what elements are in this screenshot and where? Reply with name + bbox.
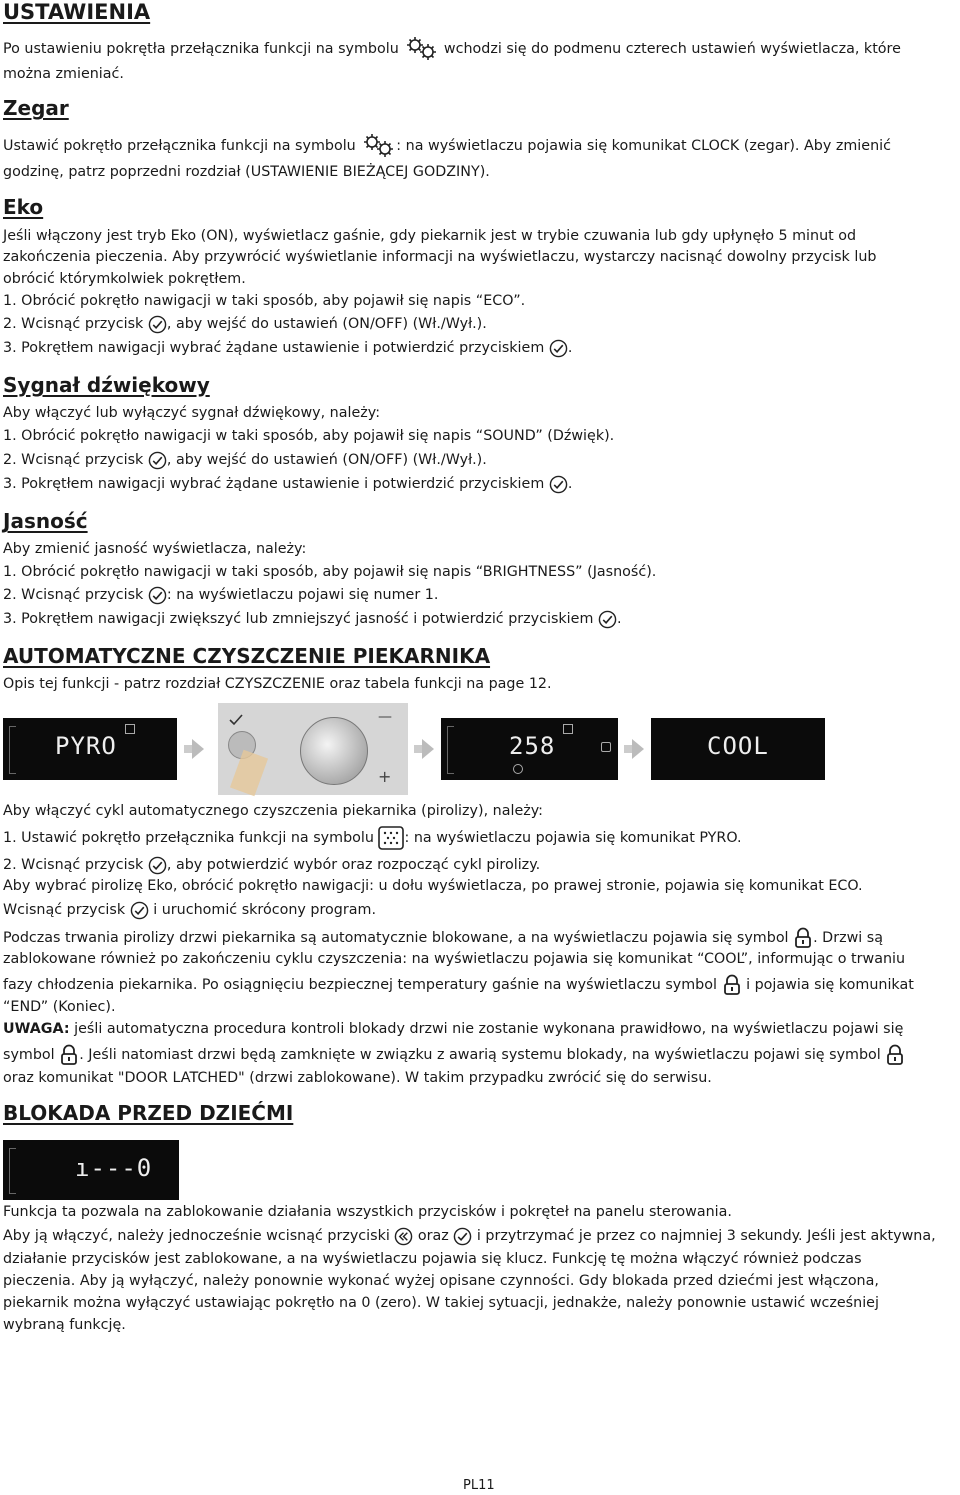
knob-photo	[218, 703, 408, 795]
autoclean-step1	[3, 826, 742, 850]
sound-p1: Aby włączyć lub wyłączyć sygnał dźwiękowy, należy:	[3, 405, 381, 421]
arrow-right-icon	[422, 739, 434, 759]
eco-p1: Jeśli włączony jest tryb Eko (ON), wyświetlacz gaśnie, gdy piekarnik jest w trybie czuwania lub gdy upłynęło 5 minut od	[3, 228, 857, 244]
settings-intro-line1	[3, 35, 901, 63]
brightness-step2	[3, 585, 438, 606]
eco-p3: obrócić którymkolwiek pokrętłem.	[3, 271, 246, 287]
autoclean-p5-a: Podczas trwania pirolizy drzwi piekarnika są automatycznie blokowane, a na wyświetlaczu pojawia się symbol	[3, 930, 789, 946]
eco-title: Eko	[3, 195, 44, 219]
warning-text-b2: . Jeśli natomiast drzwi będą zamknięte w związku z awarią systemu blokady, na wyświetlaczu pojawi się symbol	[79, 1047, 881, 1063]
arrow-right-icon	[192, 739, 204, 759]
clock-title: Zegar	[3, 96, 69, 120]
autoclean-step2-a: 2. Wcisnąć przycisk	[3, 857, 144, 873]
sound-title: Sygnał dźwiękowy	[3, 373, 210, 397]
clock-line1	[3, 132, 891, 160]
arrow-bar	[414, 745, 422, 753]
autoclean-step2-b: , aby potwierdzić wybór oraz rozpocząć cykl pirolizy.	[166, 857, 541, 873]
brightness-p1: Aby zmienić jasność wyświetlacza, należy:	[3, 541, 307, 557]
display-childlock-photo	[3, 1140, 179, 1200]
settings-intro-b: wchodzi się do podmenu czterech ustawień wyświetlacza, które	[443, 41, 901, 57]
autoclean-p4	[3, 900, 376, 921]
childlock-p5: piekarnik można wyłączyć ustawiając pokrętło na 0 (zero). W takiej sytuacji, jednakże, należy ponownie ustawić wcześniej	[3, 1295, 879, 1311]
childlock-p2-b: oraz	[417, 1228, 449, 1244]
childlock-p2-a: Aby ją włączyć, należy jednocześnie wcisnąć przyciski	[3, 1228, 390, 1244]
autoclean-p7-b: i pojawia się komunikat	[746, 977, 914, 993]
autoclean-p4-b: i uruchomić skrócony program.	[153, 902, 376, 918]
sound-step2-b: , aby wejść do ustawień (ON/OFF) (Wł./Wył.).	[166, 452, 487, 468]
clock-line2: godzinę, patrz poprzedni rozdział (USTAWIENIE BIEŻĄCEJ GODZINY).	[3, 164, 490, 180]
autoclean-p7-a: fazy chłodzenia piekarnika. Po osiągnięciu bezpiecznej temperatury gaśnie na wyświetlaczu symbol	[3, 977, 717, 993]
autoclean-p1: Opis tej funkcji - patrz rozdział CZYSZCZENIE oraz tabela funkcji na page 12.	[3, 676, 552, 692]
clock-gear-icon	[360, 132, 396, 160]
eco-step3-b: .	[567, 340, 573, 356]
autoclean-p7	[3, 974, 914, 996]
autoclean-p6: zablokowane również po zakończeniu cyklu czyszczenia: na wyświetlaczu pojawia się komunikat “COOL”, informując o trwaniu	[3, 951, 906, 967]
autoclean-warning	[3, 1019, 903, 1040]
confirm-check-icon	[549, 475, 568, 494]
brightness-step2-a: 2. Wcisnąć przycisk	[3, 587, 144, 603]
settings-title: USTAWIENIA	[3, 0, 151, 24]
lock-icon	[722, 974, 742, 996]
autoclean-warning-line3: oraz komunikat "DOOR LATCHED" (drzwi zablokowane). W takim przypadku zwrócić się do serwisu.	[3, 1070, 712, 1086]
lock-icon	[59, 1044, 79, 1066]
childlock-title: BLOKADA PRZED DZIEĆMI	[3, 1101, 294, 1125]
brightness-step3	[3, 609, 621, 630]
display-bracket	[9, 726, 16, 774]
confirm-check-icon	[148, 586, 167, 605]
childlock-p4: pieczenia. Aby ją wyłączyć, należy ponownie wykonać wyżej opisane czynności. Gdy blokada przed dziećmi jest włączona,	[3, 1273, 879, 1289]
childlock-p2	[3, 1226, 936, 1247]
autoclean-p4-a: Wcisnąć przycisk	[3, 902, 126, 918]
arrow-right-icon	[632, 739, 644, 759]
sound-step3	[3, 474, 572, 495]
autoclean-title: AUTOMATYCZNE CZYSZCZENIE PIEKARNIKA	[3, 644, 491, 668]
confirm-check-icon	[148, 451, 167, 470]
autoclean-warning-line2	[3, 1044, 905, 1066]
lock-icon	[885, 1044, 905, 1066]
navigation-knob	[300, 717, 368, 785]
childlock-p2-c: i przytrzymać je przez co najmniej 3 sekundy. Jeśli jest aktywna,	[476, 1228, 936, 1244]
childlock-p6: wybraną funkcję.	[3, 1317, 126, 1333]
autoclean-p5-b: . Drzwi są	[813, 930, 883, 946]
sound-step1: 1. Obrócić pokrętło nawigacji w taki sposób, aby pojawił się napis “SOUND” (Dźwięk).	[3, 428, 615, 444]
sound-step3-a: 3. Pokrętłem nawigacji wybrać żądane ustawienie i potwierdzić przyciskiem	[3, 476, 545, 492]
confirm-check-icon	[148, 315, 167, 334]
display-cool-text: COOL	[707, 732, 769, 760]
page-number: PL11	[463, 1478, 495, 1493]
brightness-step1: 1. Obrócić pokrętło nawigacji w taki sposób, aby pojawił się napis “BRIGHTNESS” (Jasność).	[3, 564, 657, 580]
autoclean-p5	[3, 927, 883, 949]
clock-line1-b: : na wyświetlaczu pojawia się komunikat CLOCK (zegar). Aby zmienić	[396, 138, 891, 154]
display-temp-text: 258	[509, 732, 556, 760]
brightness-step3-b: .	[616, 611, 622, 627]
display-childlock-text: ı---0	[75, 1154, 153, 1182]
display-pyro-photo	[3, 718, 177, 780]
autoclean-p2: Aby włączyć cykl automatycznego czyszczenia piekarnika (pirolizy), należy:	[3, 803, 543, 819]
display-258-photo	[441, 718, 618, 780]
brightness-title: Jasność	[3, 509, 88, 533]
pyro-indicator-icon	[563, 724, 573, 734]
display-bracket	[447, 726, 454, 774]
settings-intro-line2: można zmieniać.	[3, 66, 124, 82]
confirm-check-icon	[130, 901, 149, 920]
sound-step2-a: 2. Wcisnąć przycisk	[3, 452, 144, 468]
eco-step3	[3, 338, 572, 359]
autoclean-step2	[3, 855, 540, 876]
settings-gear-icon	[403, 35, 439, 63]
eco-p2: zakończenia pieczenia. Aby przywrócić wyświetlanie informacji na wyświetlaczu, wystarczy nacisnąć dowolny przycisk lub	[3, 249, 877, 265]
autoclean-step1-a: 1. Ustawić pokrętło przełącznika funkcji na symbolu	[3, 830, 374, 846]
sound-step2	[3, 450, 487, 471]
lock-icon	[793, 927, 813, 949]
pyro-indicator-icon	[125, 724, 135, 734]
eco-step2	[3, 314, 487, 335]
confirm-check-icon	[549, 339, 568, 358]
confirm-check-icon	[148, 856, 167, 875]
brightness-step3-a: 3. Pokrętłem nawigacji zwiększyć lub zmniejszyć jasność i potwierdzić przyciskiem	[3, 611, 594, 627]
childlock-p1: Funkcja ta pozwala na zablokowanie działania wszystkich przycisków i pokręteł na panelu sterowania.	[3, 1204, 732, 1220]
knob-minus-label: —	[378, 709, 392, 725]
clock-line1-a: Ustawić pokrętło przełącznika funkcji na symbolu	[3, 138, 356, 154]
display-bracket	[9, 1148, 16, 1194]
check-mark-icon	[228, 713, 244, 727]
confirm-check-icon	[598, 610, 617, 629]
autoclean-p3: Aby wybrać pirolizę Eko, obrócić pokrętło nawigacji: u dołu wyświetlacza, po prawej stronie, pojawia się komunikat ECO.	[3, 878, 863, 894]
eco-step2-a: 2. Wcisnąć przycisk	[3, 316, 144, 332]
lock-indicator-icon	[601, 742, 611, 752]
childlock-p3: działanie przycisków jest zablokowane, a na wyświetlaczu pojawia się klucz. Funkcję tę można włączyć również podczas	[3, 1251, 862, 1267]
pyro-function-icon	[378, 826, 404, 850]
autoclean-p8: “END” (Koniec).	[3, 999, 116, 1015]
display-cool-photo	[651, 718, 825, 780]
warning-text-b1: symbol	[3, 1047, 55, 1063]
settings-intro-a: Po ustawieniu pokrętła przełącznika funkcji na symbolu	[3, 41, 399, 57]
arrow-bar	[624, 745, 632, 753]
arrow-bar	[184, 745, 192, 753]
warning-label: UWAGA:	[3, 1021, 70, 1037]
eco-step1: 1. Obrócić pokrętło nawigacji w taki sposób, aby pojawił się napis “ECO”.	[3, 293, 526, 309]
knob-plus-label: +	[378, 767, 392, 786]
warning-text-a: jeśli automatyczna procedura kontroli blokady drzwi nie zostanie wykonana prawidłowo, na wyświetlaczu pojawi się	[74, 1021, 904, 1037]
brightness-step2-b: : na wyświetlaczu pojawi się numer 1.	[166, 587, 439, 603]
sound-step3-b: .	[567, 476, 573, 492]
clock-indicator-icon	[513, 764, 523, 774]
autoclean-step1-b: : na wyświetlaczu pojawia się komunikat PYRO.	[404, 830, 742, 846]
eco-step2-b: , aby wejść do ustawień (ON/OFF) (Wł./Wył.).	[166, 316, 487, 332]
confirm-check-icon	[453, 1227, 472, 1246]
rewind-icon	[394, 1227, 413, 1246]
eco-step3-a: 3. Pokrętłem nawigacji wybrać żądane ustawienie i potwierdzić przyciskiem	[3, 340, 545, 356]
display-pyro-text: PYRO	[55, 732, 117, 760]
